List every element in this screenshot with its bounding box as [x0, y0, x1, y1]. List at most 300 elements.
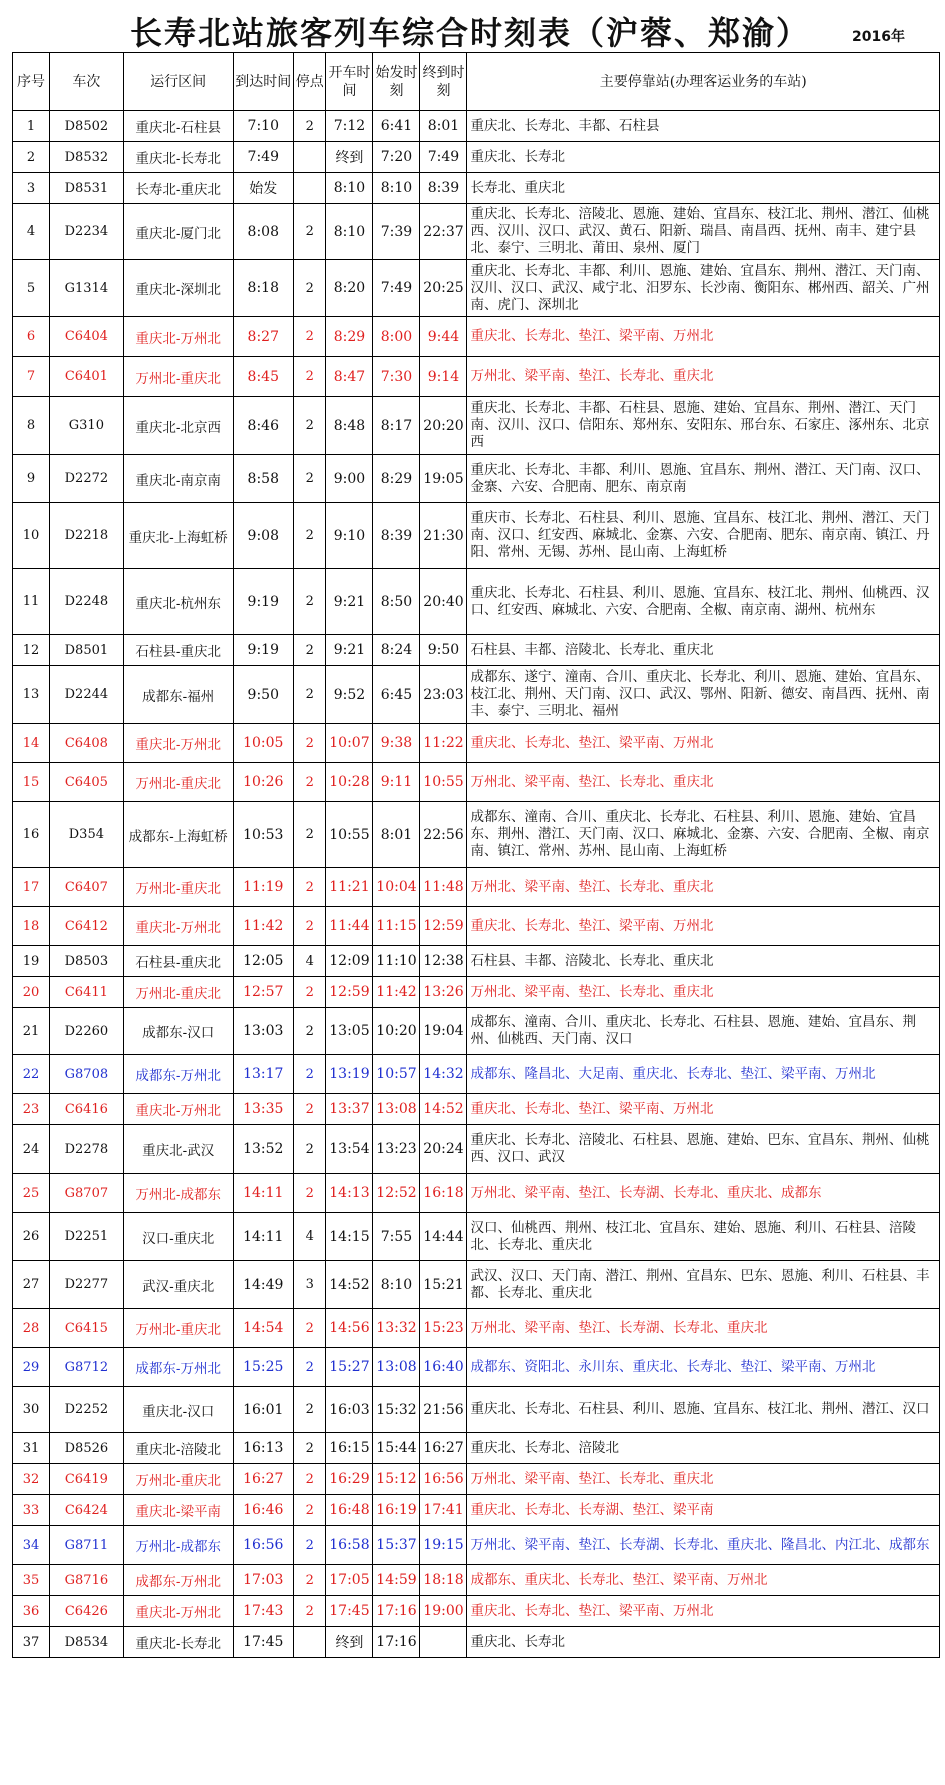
cell-arrive: 8:18: [233, 260, 293, 317]
cell-origin: 13:32: [373, 1309, 420, 1348]
cell-stop: 4: [293, 1213, 325, 1261]
cell-stations: [467, 569, 940, 635]
cell-seq: 12: [13, 635, 50, 666]
cell-train: D2277: [49, 1261, 123, 1309]
stations-text: 重庆北、长寿北、石柱县、利川、恩施、宜昌东、枝江北、荆州、潜江、汉口: [470, 1401, 930, 1417]
table-row: [13, 1627, 940, 1658]
cell-route: 重庆北-上海虹桥: [123, 503, 233, 569]
cell-seq: 24: [13, 1125, 50, 1174]
cell-train: G1314: [49, 260, 123, 317]
table-row: [13, 1464, 940, 1495]
cell-seq: 21: [13, 1008, 50, 1055]
cell-terminal: 21:30: [420, 503, 467, 569]
timetable: [12, 52, 940, 1658]
cell-depart: 8:48: [326, 397, 373, 455]
cell-origin: 8:39: [373, 503, 420, 569]
stations-text: 万州北、梁平南、垫江、长寿北、重庆北: [470, 773, 714, 790]
cell-stop: 2: [293, 204, 325, 260]
table-row: [13, 868, 940, 907]
cell-depart: 11:21: [326, 868, 373, 907]
cell-origin: 8:10: [373, 173, 420, 204]
cell-arrive: 8:45: [233, 357, 293, 397]
cell-depart: 13:19: [326, 1055, 373, 1094]
cell-seq: 5: [13, 260, 50, 317]
cell-origin: 7:49: [373, 260, 420, 317]
table-row: [13, 1433, 940, 1464]
table-row: [13, 1309, 940, 1348]
cell-terminal: 20:40: [420, 569, 467, 635]
cell-stop: 2: [293, 1526, 325, 1565]
header-depart: 开车时间: [326, 53, 373, 111]
cell-origin: 15:44: [373, 1433, 420, 1464]
table-row: [13, 455, 940, 503]
cell-stations: [467, 724, 940, 763]
cell-seq: 17: [13, 868, 50, 907]
cell-route: 重庆北-涪陵北: [123, 1433, 233, 1464]
cell-route: 成都东-万州北: [123, 1055, 233, 1094]
cell-seq: 11: [13, 569, 50, 635]
cell-route: 重庆北-万州北: [123, 907, 233, 946]
cell-stop: 2: [293, 907, 325, 946]
cell-depart: 13:05: [326, 1008, 373, 1055]
cell-stations: [467, 1526, 940, 1565]
table-row: [13, 111, 940, 142]
cell-terminal: 15:23: [420, 1309, 467, 1348]
cell-stations: [467, 1433, 940, 1464]
table-row: [13, 666, 940, 724]
stations-text: 成都东、遂宁、潼南、合川、重庆北、长寿北、利川、恩施、建始、宜昌东、枝江北、荆州、天门南、汉口、武汉、鄂州、阳新、德安、南昌西、抚州、南丰、泰宁、三明北、福州: [470, 669, 930, 719]
cell-stations: [467, 907, 940, 946]
table-row: [13, 1008, 940, 1055]
cell-stop: 2: [293, 317, 325, 357]
header-route: 运行区间: [123, 53, 233, 111]
cell-route: 万州北-重庆北: [123, 977, 233, 1008]
cell-stop: 2: [293, 1309, 325, 1348]
cell-terminal: 22:56: [420, 802, 467, 868]
cell-depart: 8:29: [326, 317, 373, 357]
cell-stop: 2: [293, 111, 325, 142]
stations-text: 石柱县、丰都、涪陵北、长寿北、重庆北: [470, 952, 714, 969]
header-train: 车次: [49, 53, 123, 111]
stations-text: 重庆北、长寿北、石柱县、利川、恩施、宜昌东、枝江北、荆州、仙桃西、汉口、红安西、麻城北、六安、合肥南、全椒、南京南、湖州、杭州东: [470, 584, 930, 618]
cell-depart: 7:12: [326, 111, 373, 142]
cell-terminal: 7:49: [420, 142, 467, 173]
cell-origin: 12:52: [373, 1174, 420, 1213]
cell-route: 石柱县-重庆北: [123, 946, 233, 977]
stations-text: 重庆北、长寿北、垫江、梁平南、万州北: [470, 917, 714, 934]
cell-seq: 2: [13, 142, 50, 173]
cell-route: 万州北-成都东: [123, 1526, 233, 1565]
stations-text: 重庆北、长寿北、垫江、梁平南、万州北: [470, 1100, 714, 1117]
cell-stop: 2: [293, 569, 325, 635]
cell-stop: 2: [293, 1125, 325, 1174]
cell-route: 重庆北-万州北: [123, 317, 233, 357]
cell-stop: 2: [293, 357, 325, 397]
cell-route: 重庆北-梁平南: [123, 1495, 233, 1526]
cell-seq: 3: [13, 173, 50, 204]
cell-depart: 14:56: [326, 1309, 373, 1348]
cell-stop: 2: [293, 724, 325, 763]
table-row: [13, 173, 940, 204]
cell-stop: [293, 142, 325, 173]
cell-stop: 4: [293, 946, 325, 977]
cell-origin: 10:04: [373, 868, 420, 907]
cell-train: C6424: [49, 1495, 123, 1526]
cell-route: 重庆北-汉口: [123, 1387, 233, 1433]
stations-text: 重庆北、长寿北、涪陵北、石柱县、恩施、建始、巴东、宜昌东、荆州、仙桃西、汉口、武汉: [470, 1132, 930, 1165]
cell-terminal: 13:26: [420, 977, 467, 1008]
cell-stations: [467, 357, 940, 397]
cell-terminal: 15:21: [420, 1261, 467, 1309]
stations-text: 重庆北、长寿北、涪陵北、恩施、建始、宜昌东、枝江北、荆州、潜江、仙桃西、汉川、汉口、武汉、黄石、阳新、瑞昌、南昌西、抚州、南丰、建宁县北、泰宁、三明北、莆田、泉州、厦门: [470, 206, 930, 256]
cell-stop: 2: [293, 503, 325, 569]
cell-seq: 1: [13, 111, 50, 142]
cell-depart: 8:10: [326, 204, 373, 260]
cell-seq: 33: [13, 1495, 50, 1526]
cell-depart: 16:29: [326, 1464, 373, 1495]
stations-text: 万州北、梁平南、垫江、长寿湖、长寿北、重庆北、隆昌北、内江北、成都东: [470, 1536, 930, 1553]
cell-seq: 10: [13, 503, 50, 569]
stations-text: 武汉、汉口、天门南、潜江、荆州、宜昌东、巴东、恩施、利川、石柱县、丰都、长寿北、重庆北: [470, 1267, 930, 1301]
cell-seq: 30: [13, 1387, 50, 1433]
cell-depart: 9:21: [326, 635, 373, 666]
cell-terminal: 14:52: [420, 1094, 467, 1125]
cell-train: G8716: [49, 1565, 123, 1596]
cell-depart: 15:27: [326, 1348, 373, 1387]
cell-terminal: 12:59: [420, 907, 467, 946]
cell-train: D2272: [49, 455, 123, 503]
cell-origin: 13:08: [373, 1094, 420, 1125]
page-title: 长寿北站旅客列车综合时刻表（沪蓉、郑渝）: [130, 14, 811, 52]
cell-origin: 13:23: [373, 1125, 420, 1174]
cell-train: C6405: [49, 763, 123, 802]
stations-text: 万州北、梁平南、垫江、长寿北、重庆北: [470, 368, 714, 384]
cell-origin: 17:16: [373, 1627, 420, 1658]
cell-stations: [467, 142, 940, 173]
stations-text: 重庆北、长寿北、垫江、梁平南、万州北: [470, 1602, 714, 1619]
stations-text: 万州北、梁平南、垫江、长寿北、重庆北: [470, 983, 714, 1000]
cell-arrive: 8:27: [233, 317, 293, 357]
cell-seq: 9: [13, 455, 50, 503]
cell-stations: [467, 1565, 940, 1596]
cell-depart: 17:45: [326, 1596, 373, 1627]
table-row: [13, 1213, 940, 1261]
cell-terminal: 16:56: [420, 1464, 467, 1495]
cell-stop: 2: [293, 1348, 325, 1387]
cell-terminal: 11:48: [420, 868, 467, 907]
cell-train: C6404: [49, 317, 123, 357]
cell-stations: [467, 1464, 940, 1495]
cell-train: C6401: [49, 357, 123, 397]
cell-terminal: 12:38: [420, 946, 467, 977]
cell-stations: [467, 204, 940, 260]
cell-train: D2218: [49, 503, 123, 569]
cell-train: D354: [49, 802, 123, 868]
cell-stations: [467, 1125, 940, 1174]
cell-stop: 2: [293, 1055, 325, 1094]
cell-terminal: 20:24: [420, 1125, 467, 1174]
table-row: [13, 1055, 940, 1094]
cell-stop: [293, 1627, 325, 1658]
cell-depart: 终到: [326, 142, 373, 173]
cell-stations: [467, 1008, 940, 1055]
cell-depart: 10:55: [326, 802, 373, 868]
cell-train: C6416: [49, 1094, 123, 1125]
cell-train: D2234: [49, 204, 123, 260]
cell-terminal: 14:44: [420, 1213, 467, 1261]
cell-seq: 25: [13, 1174, 50, 1213]
stations-text: 重庆北、长寿北、丰都、石柱县、恩施、建始、宜昌东、荆州、潜江、天门南、汉川、汉口、信阳东、郑州东、安阳东、邢台东、石家庄、涿州东、北京西: [470, 400, 930, 450]
cell-stop: 2: [293, 977, 325, 1008]
cell-seq: 6: [13, 317, 50, 357]
table-row: [13, 977, 940, 1008]
cell-arrive: 17:45: [233, 1627, 293, 1658]
cell-terminal: 9:44: [420, 317, 467, 357]
cell-train: C6407: [49, 868, 123, 907]
cell-origin: 15:32: [373, 1387, 420, 1433]
cell-terminal: 17:41: [420, 1495, 467, 1526]
cell-seq: 29: [13, 1348, 50, 1387]
cell-depart: 10:28: [326, 763, 373, 802]
table-row: [13, 763, 940, 802]
cell-depart: 11:44: [326, 907, 373, 946]
cell-arrive: 14:54: [233, 1309, 293, 1348]
cell-stop: [293, 173, 325, 204]
cell-depart: 14:13: [326, 1174, 373, 1213]
stations-text: 重庆北、长寿北、丰都、利川、恩施、建始、宜昌东、荆州、潜江、天门南、汉川、汉口、武汉、咸宁北、汨罗东、长沙南、衡阳东、郴州西、韶关、广州南、虎门、深圳北: [470, 262, 930, 313]
cell-train: D8502: [49, 111, 123, 142]
cell-arrive: 9:19: [233, 635, 293, 666]
cell-arrive: 16:46: [233, 1495, 293, 1526]
cell-origin: 17:16: [373, 1596, 420, 1627]
cell-train: D2278: [49, 1125, 123, 1174]
cell-terminal: 19:05: [420, 455, 467, 503]
cell-route: 重庆北-万州北: [123, 1094, 233, 1125]
cell-terminal: [420, 1627, 467, 1658]
cell-terminal: 21:56: [420, 1387, 467, 1433]
table-row: [13, 357, 940, 397]
cell-arrive: 7:49: [233, 142, 293, 173]
cell-depart: 16:48: [326, 1495, 373, 1526]
cell-arrive: 7:10: [233, 111, 293, 142]
cell-stations: [467, 802, 940, 868]
cell-stations: [467, 1596, 940, 1627]
cell-depart: 12:59: [326, 977, 373, 1008]
table-row: [13, 635, 940, 666]
stations-text: 成都东、隆昌北、大足南、重庆北、长寿北、垫江、梁平南、万州北: [470, 1065, 876, 1082]
cell-terminal: 19:15: [420, 1526, 467, 1565]
cell-train: G8711: [49, 1526, 123, 1565]
cell-train: C6412: [49, 907, 123, 946]
cell-train: D2244: [49, 666, 123, 724]
cell-origin: 14:59: [373, 1565, 420, 1596]
cell-depart: 9:21: [326, 569, 373, 635]
cell-terminal: 19:00: [420, 1596, 467, 1627]
cell-terminal: 22:37: [420, 204, 467, 260]
cell-terminal: 23:03: [420, 666, 467, 724]
header-origin: 始发时刻: [373, 53, 420, 111]
cell-terminal: 18:18: [420, 1565, 467, 1596]
cell-train: G8708: [49, 1055, 123, 1094]
stations-text: 长寿北、重庆北: [470, 179, 565, 196]
cell-stop: 2: [293, 1565, 325, 1596]
cell-origin: 8:29: [373, 455, 420, 503]
cell-arrive: 13:52: [233, 1125, 293, 1174]
cell-arrive: 10:26: [233, 763, 293, 802]
table-row: [13, 503, 940, 569]
cell-origin: 7:30: [373, 357, 420, 397]
cell-terminal: 16:40: [420, 1348, 467, 1387]
header-stop: 停点: [293, 53, 325, 111]
stations-text: 重庆北、长寿北、长寿湖、垫江、梁平南: [470, 1501, 714, 1518]
cell-stations: [467, 1309, 940, 1348]
table-row: [13, 1526, 940, 1565]
cell-stop: 2: [293, 1495, 325, 1526]
cell-seq: 13: [13, 666, 50, 724]
cell-seq: 19: [13, 946, 50, 977]
cell-stations: [467, 1213, 940, 1261]
cell-terminal: 19:04: [420, 1008, 467, 1055]
cell-stop: 2: [293, 455, 325, 503]
cell-train: C6408: [49, 724, 123, 763]
cell-origin: 10:57: [373, 1055, 420, 1094]
cell-route: 长寿北-重庆北: [123, 173, 233, 204]
stations-text: 成都东、潼南、合川、重庆北、长寿北、石柱县、利川、恩施、建始、宜昌东、荆州、潜江、天门南、汉口、麻城北、金寨、六安、合肥南、全椒、南京南、镇江、常州、苏州、昆山南、上海虹桥: [470, 809, 930, 859]
cell-arrive: 17:43: [233, 1596, 293, 1627]
cell-depart: 12:09: [326, 946, 373, 977]
cell-depart: 10:07: [326, 724, 373, 763]
cell-train: C6419: [49, 1464, 123, 1495]
cell-arrive: 9:08: [233, 503, 293, 569]
cell-seq: 27: [13, 1261, 50, 1309]
cell-train: C6411: [49, 977, 123, 1008]
stations-text: 重庆北、长寿北、丰都、石柱县: [470, 117, 660, 134]
cell-origin: 13:08: [373, 1348, 420, 1387]
cell-origin: 9:11: [373, 763, 420, 802]
table-row: [13, 907, 940, 946]
stations-text: 重庆北、长寿北、涪陵北: [470, 1439, 619, 1456]
cell-seq: 28: [13, 1309, 50, 1348]
cell-stations: [467, 868, 940, 907]
table-row: [13, 260, 940, 317]
cell-seq: 18: [13, 907, 50, 946]
header-row: [13, 53, 940, 111]
stations-text: 万州北、梁平南、垫江、长寿北、重庆北: [470, 878, 714, 895]
cell-route: 重庆北-北京西: [123, 397, 233, 455]
table-row: [13, 317, 940, 357]
cell-seq: 26: [13, 1213, 50, 1261]
cell-train: C6415: [49, 1309, 123, 1348]
cell-stop: 2: [293, 1464, 325, 1495]
cell-route: 武汉-重庆北: [123, 1261, 233, 1309]
cell-seq: 8: [13, 397, 50, 455]
cell-arrive: 14:49: [233, 1261, 293, 1309]
cell-seq: 4: [13, 204, 50, 260]
cell-route: 万州北-重庆北: [123, 1464, 233, 1495]
cell-stations: [467, 1387, 940, 1433]
cell-route: 重庆北-深圳北: [123, 260, 233, 317]
stations-text: 重庆北、长寿北、丰都、利川、恩施、宜昌东、荆州、潜江、天门南、汉口、金寨、六安、合肥南、肥东、南京南: [470, 461, 930, 495]
cell-origin: 8:17: [373, 397, 420, 455]
cell-stations: [467, 946, 940, 977]
cell-depart: 14:52: [326, 1261, 373, 1309]
header-stations: 主要停靠站(办理客运业务的车站): [467, 53, 940, 111]
table-row: [13, 1094, 940, 1125]
cell-seq: 37: [13, 1627, 50, 1658]
cell-arrive: 8:58: [233, 455, 293, 503]
cell-arrive: 始发: [233, 173, 293, 204]
cell-depart: 17:05: [326, 1565, 373, 1596]
cell-stations: [467, 111, 940, 142]
table-row: [13, 1565, 940, 1596]
cell-depart: 9:52: [326, 666, 373, 724]
cell-depart: 16:15: [326, 1433, 373, 1464]
table-row: [13, 1348, 940, 1387]
cell-origin: 7:55: [373, 1213, 420, 1261]
cell-stop: 2: [293, 635, 325, 666]
cell-origin: 11:42: [373, 977, 420, 1008]
cell-terminal: 10:55: [420, 763, 467, 802]
cell-train: D2252: [49, 1387, 123, 1433]
table-row: [13, 1261, 940, 1309]
cell-route: 重庆北-长寿北: [123, 142, 233, 173]
cell-stations: [467, 397, 940, 455]
cell-route: 重庆北-石柱县: [123, 111, 233, 142]
cell-origin: 11:15: [373, 907, 420, 946]
cell-depart: 14:15: [326, 1213, 373, 1261]
cell-origin: 6:45: [373, 666, 420, 724]
cell-origin: 6:41: [373, 111, 420, 142]
cell-route: 万州北-重庆北: [123, 763, 233, 802]
cell-depart: 9:10: [326, 503, 373, 569]
cell-origin: 8:50: [373, 569, 420, 635]
cell-arrive: 8:08: [233, 204, 293, 260]
cell-seq: 32: [13, 1464, 50, 1495]
cell-arrive: 12:05: [233, 946, 293, 977]
cell-depart: 13:54: [326, 1125, 373, 1174]
table-row: [13, 142, 940, 173]
cell-stop: 2: [293, 260, 325, 317]
table-row: [13, 724, 940, 763]
cell-train: D2260: [49, 1008, 123, 1055]
table-row: [13, 569, 940, 635]
cell-train: D8501: [49, 635, 123, 666]
cell-arrive: 14:11: [233, 1213, 293, 1261]
stations-text: 成都东、潼南、合川、重庆北、长寿北、石柱县、恩施、建始、宜昌东、荆州、仙桃西、天门南、汉口: [470, 1014, 916, 1047]
table-row: [13, 1125, 940, 1174]
cell-depart: 8:47: [326, 357, 373, 397]
cell-terminal: 9:50: [420, 635, 467, 666]
cell-depart: 16:58: [326, 1526, 373, 1565]
stations-text: 万州北、梁平南、垫江、长寿北、重庆北: [470, 1470, 714, 1487]
cell-seq: 36: [13, 1596, 50, 1627]
cell-route: 重庆北-杭州东: [123, 569, 233, 635]
cell-train: D2251: [49, 1213, 123, 1261]
cell-origin: 8:01: [373, 802, 420, 868]
cell-terminal: 14:32: [420, 1055, 467, 1094]
cell-terminal: 16:27: [420, 1433, 467, 1464]
stations-text: 重庆市、长寿北、石柱县、利川、恩施、宜昌东、枝江北、荆州、潜江、天门南、汉口、红安西、麻城北、金寨、六安、合肥南、肥东、南京南、镇江、丹阳、常州、无锡、苏州、昆山南、上海虹桥: [470, 510, 930, 560]
cell-stop: 2: [293, 1174, 325, 1213]
cell-stations: [467, 763, 940, 802]
cell-route: 成都东-汉口: [123, 1008, 233, 1055]
cell-arrive: 11:19: [233, 868, 293, 907]
cell-train: G8707: [49, 1174, 123, 1213]
cell-train: D8532: [49, 142, 123, 173]
table-row: [13, 1387, 940, 1433]
cell-arrive: 16:27: [233, 1464, 293, 1495]
cell-arrive: 10:53: [233, 802, 293, 868]
